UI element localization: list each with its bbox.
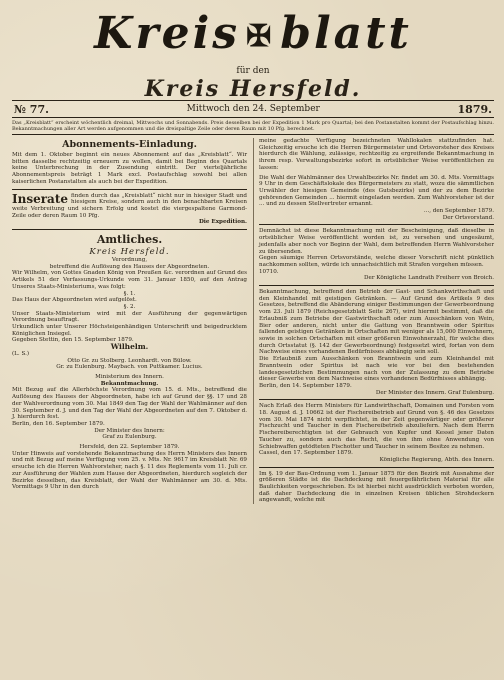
subscription-note: Das „Kreisblatt“ erscheint wöchentlich dreimal, Mittwochs und Sonnabends. Preis desselben bei der Expedition 1 Mark pro Quartal; bei den Postanstalten kommt der Postaufschlag hinzu. Bekanntmachungen aller Art werden aufgenommen und die dreispaltige Zeile oder deren Raum mit 10 Pfg. berechnet.: [12, 120, 494, 135]
abo-heading: Abonnements-Einladung.: [62, 139, 197, 150]
eagle-icon: ✠: [246, 19, 275, 54]
ministers-line-1: Otto Gr. zu Stolberg. Leonhardt. von Bülow.: [67, 357, 192, 364]
divider: [12, 189, 247, 190]
verordnung-subtitle: betreffend die Auflösung des Hauses der Abgeordneten.: [49, 263, 210, 270]
ministers-line-2: Gr. zu Eulenburg. Maybach. von Puttkamer. Lucius.: [56, 364, 203, 371]
masthead: [12, 6, 494, 102]
bekanntmachung-text: Mit Bezug auf die Allerhöchste Verordnung vom 15. d. Mts., betreffend die Auflösung des Hauses der Abgeordneten, habe ich auf Grund der §§. 17 und 28 der Wahlverordnung vom 30. Mai 1849 den Tag der Wahl der Wahlmänner auf den 30. September d. J. und den Tag der Wahl der Abgeordneten auf den 7. Oktober d. J. hierdurch fest.: [12, 387, 247, 421]
hersfeld-place: Hersfeld, den 22. September 1879.: [79, 444, 180, 451]
paragraph-2-text: Unser Staats-Ministerium wird mit der Ausführung der gegenwärtigen Verordnung beauftragt.: [12, 310, 247, 324]
issue-number: № 77.: [14, 102, 49, 116]
right-ref-1: 10710.: [259, 268, 279, 275]
right-text-3: Demnächst ist diese Bekanntmachung mit der Bescheinigung, daß dieselbe in ortsüblicher Weise veröffentlicht worden ist, zu versehen und ungesäumt, jedenfalls aber noch vor Beginn der Wahl, dem betreffenden Herrn Wahlvorsteher zu übersenden.: [259, 228, 494, 255]
right-text-5: Bekanntmachung, betreffend den Betrieb der Gast- und Schankwirthschaft und den Kleinhandel mit geistigen Getränken. — Auf Grund des Artikels 9 des Gesetzes, betreffend die Abänderung einiger Bestimmungen der Gewerbeordnung vom 23. Juli 1879 (Reichsgesetzblatt Seite 267), wird hiermit bestimmt, daß die Erlaubniß zum Betriebe der Gastwirthschaft oder zum Ausschänken von Wein, Bier oder anderen, nicht unter die Gattung von Branntwein oder Spiritus fallenden geistigen Getränken in Ortschaften mit weniger als 15,000 Einwohnern, sowie in solchen Ortschaften mit einer größeren Einwohnerzahl, für welche dies durch Ortsstatut (§. 142 der Gewerbeordnung) festgesetzt wird, fortan von dem Nachweise eines vorhandenen Bedürfnisses abhängig sein soll.: [259, 289, 494, 356]
right-text-4: Gegen säumige Herren Ortsvorstände, welche dieser Vorschrift nicht pünktlich nachkommen sollten, würde ich unnachsichtlich mit Strafen vorgehen müssen.: [259, 255, 494, 268]
kreis-hersfeld-heading: Kreis Hersfeld.: [89, 247, 170, 258]
inserate-text: finden durch das „Kreisblatt“ nicht nur in hiesiger Stadt und hiesigem Kreise, sondern auch in den benachbarten Kreisen weite Verbreitung und sichern Erfolg und kostet die viergespaltene Garmond-Zeile oder deren Raum 10 Pfg.: [12, 192, 247, 219]
issue-date: Mittwoch den 24. September: [186, 104, 320, 114]
verordnung-signature: Wilhelm.: [110, 342, 149, 352]
right-date-1: ..., den September 1879.: [423, 208, 494, 215]
divider: [259, 467, 494, 468]
right-text-1: meine gedachte Verfügung bezeichneten Wahllokalen stattzufinden hat. Gleichzeitig ersuche ich die Herren Bürgermeister und Ortsvorsteher des Kreises hierdurch die Wählung, zulässige, rechtzeitig zu ergreifende Bekanntmachung in ihrem resp. Verwaltungsbezirke sofort in ortsüblicher Weise veröffentlichen zu lassen:: [259, 138, 494, 171]
inserate-sign: Die Expedition.: [198, 219, 247, 226]
verordnung-place: Gegeben Stettin, den 15. September 1879.: [12, 337, 134, 344]
dateline: [12, 100, 494, 118]
verordnung-text: Wir Wilhelm, von Gottes Gnaden König von Preußen &c. verordnen auf Grund des Artikels 51 der Verfassungs-Urkunde vom 31. Januar 1850, auf den Antrag Unseres Staats-Ministeriums, was folgt:: [12, 270, 247, 290]
right-sign-2: Der Königliche Landrath Freiherr von Broich.: [364, 275, 494, 282]
right-sign-3: Der Minister des Innern. Graf Eulenburg.: [375, 389, 494, 396]
right-text-8: Im §. 19 der Bau-Ordnung vom 1. Januar 1875 für den Bezirk mit Ausnahme der größeren Städte ist die Dachdeckung mit feuergefährlichen Material für alle Baulichkeiten vorgeschrieben. Es ist hierbei nicht ausdrücklich verboten worden, daß daher Dachdeckung die in einzelnen Kreisen üblichen Strohdeckern angewandt, welche mit: [259, 470, 494, 504]
right-date-3: Cassel, den 17. September 1879.: [259, 450, 353, 457]
title-left: Kreis: [94, 8, 241, 59]
bekanntmachung-sign-1: Der Minister des Innern:: [94, 427, 165, 434]
bekanntmachung-sign-2: Graf zu Eulenburg.: [102, 434, 157, 441]
left-column: [12, 138, 247, 504]
masthead-title: [12, 8, 494, 59]
paragraph-2-text-b: Urkundlich unter Unserer Höchsteigenhändigen Unterschrift und beigedrucktem Königlichen Insiegel.: [12, 324, 247, 337]
paragraph-2-heading: §. 2.: [123, 303, 136, 310]
right-text-6: Die Erlaubniß zum Ausschänken von Branntwein und zum Kleinhandel mit Branntwein oder Spiritus ist nach wie vor bei den bestehenden landesgesetzlichen Bestimmungen nach von der Zulassung zu dem Betriebe dieser Gewerbe von dem Nachweise eines vorhandenen Bedürfnisses abhängig.: [259, 356, 494, 383]
divider: [259, 224, 494, 225]
right-column: [253, 138, 494, 504]
bekanntmachung-title: Bekanntmachung.: [100, 380, 159, 387]
title-right: blatt: [280, 8, 412, 59]
bekanntmachung-place: Berlin, den 16. September 1879.: [12, 420, 105, 427]
paragraph-1-text: Das Haus der Abgeordneten wird aufgelöst.: [12, 297, 137, 304]
divider: [259, 285, 494, 286]
right-sign-1: Der Ortsvorstand.: [442, 214, 494, 221]
amtliches-heading: Amtliches.: [96, 233, 163, 247]
divider: [259, 399, 494, 400]
right-date-2: Berlin, den 14. September 1879.: [259, 382, 352, 389]
verordnung-title: Verordnung,: [111, 257, 148, 264]
abo-text: Mit dem 1. Oktober beginnt ein neues Abonnement auf das „Kreisblatt“. Wir bitten dasselbe rechtzeitig erneuern zu wollen, damit bei Beginn des Quartals keine Unterbrechung in der Zusendung eintritt. Der vierteljährliche Abonnementspreis beträgt 1 Mark excl. Postaufschlag sowohl bei allen kaiserlichen Postanstalten als auch bei der Expedition.: [12, 152, 247, 185]
right-text-7: Nach Erlaß des Herrn Ministers für Landwirthschaft, Domainen und Forsten vom 18. August d. J. 10662 ist der Fischereibetrieb auf Grund von §. 46 des Gesetzes vom 30. Mai 1874 nicht verpflichtet, in der Zeit gegenwärtiger oder größerer Fischzucht und Taucher in den Fischereibetrieb abzuliefern. Nach dem Herrn Fischereiberechtigten ist der Gebrauch von Kupfer und Kessel jener Daten Taucher zu, sondern auch das Recht, die von ihm ohne Anwendung von Schiebwaffen getödteten Fischotter und Taucher in seinem Besitze zu nehmen.: [259, 403, 494, 450]
divider: [12, 229, 247, 230]
inserate-block: [12, 193, 247, 220]
masthead-fuer: für den: [236, 66, 270, 76]
columns: [12, 138, 494, 504]
right-text-2: Die Wahl der Wahlmänner des Urwahlbezirks Nr. findet am 30. d. Mts. Vormittags 9 Uhr in dem Geschäftslokale des Bürgermeisters zu statt, wozu die sämmtlichen Urwähler der hiesigen Gemeinde (des Gutsbezirks) und der zu dem Bezirke gehörenden Gemeinden ... hiermit eingeladen werden. Zum Wahlvorsteher ist der ... und zu dessen Stellvertreter ernannt.: [259, 174, 494, 208]
paragraph-1-heading: §. 1.: [123, 290, 136, 297]
inserate-heading: Inserate: [12, 191, 69, 206]
verordnung-seal: (L. S.): [12, 350, 30, 357]
masthead-subtitle: Kreis Hersfeld.: [144, 76, 362, 102]
hersfeld-text: Unter Hinweis auf vorstehende Bekanntmachung des Herrn Ministers des Innern und mit Bezug auf meine Verfügung vom 25. v. Mts. Nr. 9617 im Kreisblatt Nr. 69 ersuche ich die Herren Wahlvorsteher, nach §. 11 des Reglements vom 11. Juli cr. zur Ausführung der Wahlen zum Hause der Abgeordneten, hierdurch sogleich der Bezirke desselben, das Kreisblatt, der Wahl der Wahlmänner am 30. d. Mts. Vormittags 9 Uhr in den durch: [12, 450, 247, 491]
ministry-title: Ministerium des Innern.: [95, 373, 164, 380]
right-sign-4: Königliche Regierung, Abth. des Innern.: [379, 456, 494, 463]
issue-year: 1879.: [457, 102, 492, 116]
